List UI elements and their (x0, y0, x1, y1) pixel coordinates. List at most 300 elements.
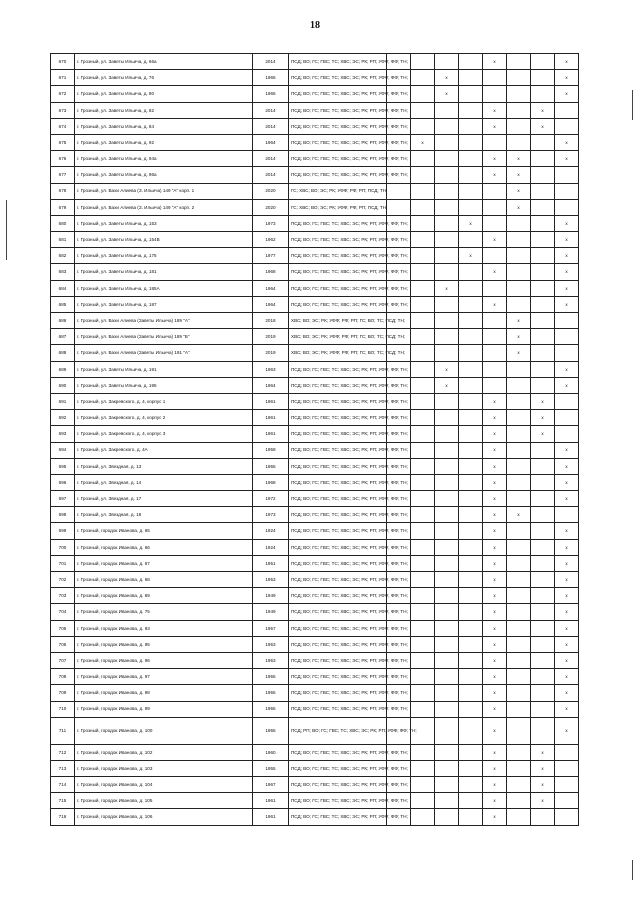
works-list-cell: ХВС; ВО; ЭС; РК; УФФ; РФ; РП; ГС; ВО; ТС; ПСД; ТН; (289, 329, 387, 345)
period-mark-cell (459, 652, 483, 668)
works-list-cell: ПСД; ВО; ГС; ГВС; ТС; ХВС; ЭС; РК; РП; УФФ; ФФ; ТН; (289, 167, 387, 183)
works-list-cell: ПСД; ВО; ГС; ГВС; ТС; ХВС; ЭС; РК; РП; УФФ; ФФ; ТН; (289, 572, 387, 588)
works-list-cell: ПСД; ВО; ГС; ГВС; ТС; ХВС; ЭС; РК; РП; УФФ; ФФ; ТН; (289, 588, 387, 604)
period-mark-cell (531, 361, 555, 377)
works-list-cell: ПСД; ВО; ГС; ГВС; ТС; ХВС; ЭС; РК; РП; УФФ; ФФ; ТН; (289, 793, 387, 809)
period-mark-cell (411, 426, 435, 442)
period-mark-cell (387, 183, 411, 199)
period-mark-cell (507, 458, 531, 474)
period-mark-cell (435, 329, 459, 345)
period-mark-cell (459, 604, 483, 620)
period-mark-cell (507, 652, 531, 668)
table-row (51, 793, 579, 809)
period-mark-cell (531, 491, 555, 507)
works-list-cell: ПСД; ВО; ГС; ГВС; ТС; ХВС; ЭС; РК; РП; УФФ; ФФ; ТН; (289, 636, 387, 652)
row-number-cell: 709 (51, 685, 75, 701)
year-cell: 1968 (253, 474, 289, 490)
period-mark-cell (531, 86, 555, 102)
period-mark-cell: x (555, 523, 579, 539)
period-mark-cell: x (555, 539, 579, 555)
year-cell: 1955 (253, 458, 289, 474)
period-mark-cell (555, 102, 579, 118)
works-list-cell: ПСД; РП; ВО; ГС; ГВС; ТС; ХВС; ЭС; РК; РП; УФФ; ФФ; ТН; (289, 717, 387, 744)
row-number-cell: 705 (51, 620, 75, 636)
period-mark-cell: x (483, 523, 507, 539)
registry-body (51, 54, 579, 826)
table-row (51, 134, 579, 150)
period-mark-cell: x (555, 588, 579, 604)
period-mark-cell: x (555, 652, 579, 668)
period-mark-cell (459, 280, 483, 296)
period-mark-cell (459, 760, 483, 776)
year-cell: 1961 (253, 393, 289, 409)
period-mark-cell (555, 760, 579, 776)
row-number-cell: 672 (51, 86, 75, 102)
period-mark-cell: x (531, 777, 555, 793)
works-list-cell: ХВС; ВО; ЭС; РК; УФФ; РФ; РП; ГС; ВО; ТС; ПСД; ТН; (289, 313, 387, 329)
period-mark-cell (507, 264, 531, 280)
period-mark-cell (483, 280, 507, 296)
works-list-cell: ПСД; ВО; ГС; ГВС; ТС; ХВС; ЭС; РК; РП; УФФ; ФФ; ТН; (289, 232, 387, 248)
period-mark-cell (459, 393, 483, 409)
address-cell: г. Грозный, ул. Заветы Ильича, д. 76 (75, 70, 253, 86)
period-mark-cell: x (483, 604, 507, 620)
period-mark-cell (435, 458, 459, 474)
period-mark-cell (411, 458, 435, 474)
period-mark-cell (459, 717, 483, 744)
address-cell: г. Грозный, ул. Заветы Ильича, д. 187 (75, 296, 253, 312)
period-mark-cell: x (555, 620, 579, 636)
period-mark-cell: x (483, 685, 507, 701)
row-number-cell: 684 (51, 280, 75, 296)
period-mark-cell: x (483, 572, 507, 588)
address-cell: г. Грозный, городок Иванова, д. 100 (75, 717, 253, 744)
table-row (51, 264, 579, 280)
works-list-cell: ПСД; ВО; ГС; ГВС; ТС; ХВС; ЭС; РК; РП; УФФ; ФФ; ТН; (289, 118, 387, 134)
period-mark-cell (459, 361, 483, 377)
period-mark-cell (531, 636, 555, 652)
table-row (51, 777, 579, 793)
period-mark-cell (459, 793, 483, 809)
period-mark-cell: x (483, 620, 507, 636)
row-number-cell: 716 (51, 809, 75, 825)
period-mark-cell: x (483, 442, 507, 458)
row-number-cell: 688 (51, 345, 75, 361)
period-mark-cell (507, 296, 531, 312)
period-mark-cell: x (483, 588, 507, 604)
year-cell: 1977 (253, 248, 289, 264)
row-number-cell: 692 (51, 410, 75, 426)
period-mark-cell: x (483, 151, 507, 167)
period-mark-cell (459, 809, 483, 825)
period-mark-cell (411, 760, 435, 776)
address-cell: г. Грозный, городок Иванова, д. 68 (75, 572, 253, 588)
period-mark-cell (531, 652, 555, 668)
period-mark-cell (411, 793, 435, 809)
address-cell: г. Грозный, городок Иванова, д. 97 (75, 669, 253, 685)
period-mark-cell (531, 572, 555, 588)
period-mark-cell (411, 491, 435, 507)
period-mark-cell (507, 760, 531, 776)
period-mark-cell (459, 507, 483, 523)
period-mark-cell (459, 474, 483, 490)
table-row (51, 539, 579, 555)
table-row (51, 183, 579, 199)
period-mark-cell (411, 70, 435, 86)
period-mark-cell: x (483, 669, 507, 685)
period-mark-cell (555, 199, 579, 215)
table-row (51, 636, 579, 652)
period-mark-cell: x (531, 426, 555, 442)
period-mark-cell (411, 588, 435, 604)
table-row (51, 744, 579, 760)
period-mark-cell (531, 809, 555, 825)
period-mark-cell (411, 539, 435, 555)
period-mark-cell (531, 280, 555, 296)
row-number-cell: 685 (51, 296, 75, 312)
address-cell: г. Грозный, ул. Вахи Алиева (Заветы Ильича) 191 "А" (75, 345, 253, 361)
period-mark-cell (531, 70, 555, 86)
year-cell: 1955 (253, 685, 289, 701)
row-number-cell: 700 (51, 539, 75, 555)
address-cell: г. Грозный, ул. Вахи Алиева (З. Ильича) 149 "А" корп. 1 (75, 183, 253, 199)
row-number-cell: 695 (51, 458, 75, 474)
table-row (51, 248, 579, 264)
address-cell: г. Грозный, городок Иванова, д. 65 (75, 523, 253, 539)
works-list-cell: ГС; ХВС; ВО; ЭС; РК; УФФ; РФ; РП; ПСД; ТН; (289, 199, 387, 215)
table-row (51, 760, 579, 776)
period-mark-cell (459, 685, 483, 701)
period-mark-cell: x (555, 377, 579, 393)
period-mark-cell (411, 199, 435, 215)
period-mark-cell: x (555, 701, 579, 717)
period-mark-cell (411, 296, 435, 312)
period-mark-cell (411, 442, 435, 458)
period-mark-cell (531, 313, 555, 329)
address-cell: г. Грозный, ул. Заветы Ильича, д. 82 (75, 102, 253, 118)
address-cell: г. Грозный, ул. Закревского, д. 4, корпус 2 (75, 410, 253, 426)
works-list-cell: ПСД; ВО; ГС; ГВС; ТС; ХВС; ЭС; РК; РП; УФФ; ФФ; ТН; (289, 102, 387, 118)
period-mark-cell (459, 183, 483, 199)
period-mark-cell (459, 167, 483, 183)
period-mark-cell (411, 701, 435, 717)
period-mark-cell (483, 361, 507, 377)
year-cell: 1951 (253, 555, 289, 571)
period-mark-cell (555, 809, 579, 825)
period-mark-cell: x (483, 393, 507, 409)
period-mark-cell: x (507, 167, 531, 183)
period-mark-cell (435, 555, 459, 571)
year-cell: 1949 (253, 588, 289, 604)
row-number-cell: 674 (51, 118, 75, 134)
period-mark-cell (459, 102, 483, 118)
period-mark-cell (507, 102, 531, 118)
row-number-cell: 708 (51, 669, 75, 685)
row-number-cell: 703 (51, 588, 75, 604)
row-number-cell: 671 (51, 70, 75, 86)
table-row (51, 426, 579, 442)
table-row (51, 232, 579, 248)
year-cell: 1964 (253, 377, 289, 393)
period-mark-cell (531, 54, 555, 70)
address-cell: г. Грозный, городок Иванова, д. 106 (75, 809, 253, 825)
address-cell: г. Грозный, ул. Заветы Ильича, д. 84 (75, 118, 253, 134)
period-mark-cell (459, 199, 483, 215)
period-mark-cell (435, 669, 459, 685)
address-cell: г. Грозный, ул. Звездная, д. 17 (75, 491, 253, 507)
period-mark-cell: x (483, 296, 507, 312)
works-list-cell: ПСД; ВО; ГС; ГВС; ТС; ХВС; ЭС; РК; РП; УФФ; ФФ; ТН; (289, 474, 387, 490)
address-cell: г. Грозный, городок Иванова, д. 104 (75, 777, 253, 793)
period-mark-cell (531, 442, 555, 458)
year-cell: 1959 (253, 442, 289, 458)
period-mark-cell (411, 361, 435, 377)
works-list-cell: ПСД; ВО; ГС; ГВС; ТС; ХВС; ЭС; РК; РП; УФФ; ФФ; ТН; (289, 215, 387, 231)
period-mark-cell: x (531, 793, 555, 809)
period-mark-cell (483, 199, 507, 215)
period-mark-cell (411, 264, 435, 280)
row-number-cell: 698 (51, 507, 75, 523)
works-list-cell: ПСД; ВО; ГС; ГВС; ТС; ХВС; ЭС; РК; РП; УФФ; ФФ; ТН; (289, 426, 387, 442)
address-cell: г. Грозный, ул. Заветы Ильича, д. 181 (75, 264, 253, 280)
period-mark-cell: x (555, 474, 579, 490)
table-row (51, 701, 579, 717)
period-mark-cell (531, 555, 555, 571)
period-mark-cell (411, 809, 435, 825)
period-mark-cell: x (555, 248, 579, 264)
row-number-cell: 710 (51, 701, 75, 717)
year-cell: 1953 (253, 652, 289, 668)
period-mark-cell (507, 491, 531, 507)
year-cell: 1960 (253, 744, 289, 760)
period-mark-cell: x (411, 134, 435, 150)
period-mark-cell (507, 793, 531, 809)
row-number-cell: 683 (51, 264, 75, 280)
table-row (51, 669, 579, 685)
period-mark-cell (411, 744, 435, 760)
works-list-cell: ПСД; ВО; ГС; ГВС; ТС; ХВС; ЭС; РК; РП; УФФ; ФФ; ТН; (289, 539, 387, 555)
period-mark-cell (435, 248, 459, 264)
address-cell: г. Грозный, ул. Заветы Ильича, д. 66а (75, 54, 253, 70)
period-mark-cell: x (435, 86, 459, 102)
period-mark-cell (555, 329, 579, 345)
period-mark-cell (507, 539, 531, 555)
address-cell: г. Грозный, ул. Заветы Ильича, д. 80 (75, 86, 253, 102)
period-mark-cell (435, 313, 459, 329)
period-mark-cell (555, 313, 579, 329)
period-mark-cell: x (483, 54, 507, 70)
period-mark-cell: x (483, 507, 507, 523)
period-mark-cell (435, 652, 459, 668)
period-mark-cell (531, 539, 555, 555)
year-cell: 1924 (253, 539, 289, 555)
period-mark-cell (483, 248, 507, 264)
period-mark-cell (483, 70, 507, 86)
year-cell: 1968 (253, 264, 289, 280)
period-mark-cell: x (555, 717, 579, 744)
period-mark-cell: x (483, 793, 507, 809)
period-mark-cell (483, 215, 507, 231)
period-mark-cell (459, 572, 483, 588)
period-mark-cell (507, 669, 531, 685)
year-cell: 2019 (253, 329, 289, 345)
works-list-cell: ПСД; ВО; ГС; ГВС; ТС; ХВС; ЭС; РК; РП; УФФ; ФФ; ТН; (289, 280, 387, 296)
period-mark-cell: x (483, 555, 507, 571)
period-mark-cell (435, 410, 459, 426)
period-mark-cell (411, 102, 435, 118)
period-mark-cell: x (459, 215, 483, 231)
period-mark-cell (459, 377, 483, 393)
address-cell: г. Грозный, городок Иванова, д. 75 (75, 604, 253, 620)
period-mark-cell (411, 167, 435, 183)
period-mark-cell (531, 264, 555, 280)
period-mark-cell (507, 118, 531, 134)
works-list-cell: ПСД; ВО; ГС; ГВС; ТС; ХВС; ЭС; РК; РП; УФФ; ФФ; ТН; (289, 491, 387, 507)
period-mark-cell (435, 760, 459, 776)
works-list-cell: ПСД; ВО; ГС; ГВС; ТС; ХВС; ЭС; РК; РП; УФФ; ФФ; ТН; (289, 669, 387, 685)
table-row (51, 507, 579, 523)
table-row (51, 458, 579, 474)
period-mark-cell (411, 54, 435, 70)
period-mark-cell (507, 523, 531, 539)
period-mark-cell (459, 458, 483, 474)
period-mark-cell (459, 118, 483, 134)
period-mark-cell (483, 183, 507, 199)
margin-mark-left (6, 200, 7, 260)
period-mark-cell (555, 345, 579, 361)
works-list-cell: ПСД; ВО; ГС; ГВС; ТС; ХВС; ЭС; РК; РП; УФФ; ФФ; ТН; (289, 760, 387, 776)
works-list-cell: ПСД; ВО; ГС; ГВС; ТС; ХВС; ЭС; РК; РП; УФФ; ФФ; ТН; (289, 555, 387, 571)
period-mark-cell: x (555, 604, 579, 620)
row-number-cell: 707 (51, 652, 75, 668)
period-mark-cell: x (531, 410, 555, 426)
works-list-cell: ПСД; ВО; ГС; ГВС; ТС; ХВС; ЭС; РК; РП; УФФ; ФФ; ТН; (289, 442, 387, 458)
address-cell: г. Грозный, городок Иванова, д. 105 (75, 793, 253, 809)
period-mark-cell (555, 167, 579, 183)
period-mark-cell (435, 167, 459, 183)
period-mark-cell: x (555, 54, 579, 70)
address-cell: г. Грозный, городок Иванова, д. 96 (75, 652, 253, 668)
period-mark-cell (459, 345, 483, 361)
row-number-cell: 694 (51, 442, 75, 458)
period-mark-cell (411, 685, 435, 701)
period-mark-cell (459, 636, 483, 652)
year-cell: 1961 (253, 426, 289, 442)
period-mark-cell (459, 523, 483, 539)
period-mark-cell: x (507, 183, 531, 199)
address-cell: г. Грозный, городок Иванова, д. 102 (75, 744, 253, 760)
year-cell: 1961 (253, 793, 289, 809)
table-row (51, 474, 579, 490)
page-number: 18 (310, 20, 320, 31)
period-mark-cell (387, 199, 411, 215)
period-mark-cell: x (483, 652, 507, 668)
period-mark-cell (411, 604, 435, 620)
address-cell: г. Грозный, ул. Заветы Ильича, д. 191 (75, 361, 253, 377)
table-row (51, 572, 579, 588)
address-cell: г. Грозный, ул. Вахи Алиева (Заветы Ильича) 189 "Б" (75, 329, 253, 345)
period-mark-cell (459, 70, 483, 86)
period-mark-cell: x (459, 248, 483, 264)
works-list-cell: ХВС; ВО; ЭС; РК; УФФ; РФ; РП; ГС; ВО; ТС; ПСД; ТН; (289, 345, 387, 361)
period-mark-cell (411, 183, 435, 199)
period-mark-cell (507, 215, 531, 231)
works-list-cell: ПСД; ВО; ГС; ГВС; ТС; ХВС; ЭС; РК; РП; УФФ; ФФ; ТН; (289, 377, 387, 393)
year-cell: 1953 (253, 636, 289, 652)
period-mark-cell: x (483, 636, 507, 652)
row-number-cell: 711 (51, 717, 75, 744)
row-number-cell: 678 (51, 183, 75, 199)
period-mark-cell (507, 410, 531, 426)
address-cell: г. Грозный, ул. Звездная, д. 13 (75, 458, 253, 474)
period-mark-cell (531, 669, 555, 685)
period-mark-cell (459, 588, 483, 604)
row-number-cell: 682 (51, 248, 75, 264)
year-cell: 1964 (253, 296, 289, 312)
period-mark-cell (483, 86, 507, 102)
period-mark-cell: x (531, 744, 555, 760)
period-mark-cell: x (555, 572, 579, 588)
period-mark-cell (411, 118, 435, 134)
year-cell: 1964 (253, 280, 289, 296)
period-mark-cell (459, 296, 483, 312)
period-mark-cell (531, 248, 555, 264)
period-mark-cell: x (555, 555, 579, 571)
period-mark-cell: x (483, 760, 507, 776)
period-mark-cell (411, 151, 435, 167)
period-mark-cell: x (555, 491, 579, 507)
period-mark-cell (435, 588, 459, 604)
period-mark-cell (435, 604, 459, 620)
table-row (51, 199, 579, 215)
period-mark-cell (435, 491, 459, 507)
period-mark-cell (459, 426, 483, 442)
year-cell: 1973 (253, 507, 289, 523)
period-mark-cell (459, 555, 483, 571)
period-mark-cell (411, 777, 435, 793)
period-mark-cell (411, 620, 435, 636)
period-mark-cell: x (555, 70, 579, 86)
row-number-cell: 687 (51, 329, 75, 345)
period-mark-cell: x (483, 426, 507, 442)
table-row (51, 151, 579, 167)
address-cell: г. Грозный, ул. Вахи Алиева (З. Ильича) 149 "А" корп. 2 (75, 199, 253, 215)
row-number-cell: 676 (51, 151, 75, 167)
works-list-cell: ПСД; ВО; ГС; ГВС; ТС; ХВС; ЭС; РК; РП; УФФ; ФФ; ТН; (289, 458, 387, 474)
period-mark-cell (507, 744, 531, 760)
year-cell: 1972 (253, 491, 289, 507)
period-mark-cell (411, 86, 435, 102)
period-mark-cell (555, 410, 579, 426)
period-mark-cell (435, 118, 459, 134)
period-mark-cell (411, 474, 435, 490)
period-mark-cell (555, 426, 579, 442)
period-mark-cell (411, 652, 435, 668)
period-mark-cell (435, 474, 459, 490)
year-cell: 1961 (253, 809, 289, 825)
year-cell: 1962 (253, 232, 289, 248)
period-mark-cell (507, 134, 531, 150)
address-cell: г. Грозный, городок Иванова, д. 66 (75, 539, 253, 555)
period-mark-cell: x (555, 636, 579, 652)
period-mark-cell (459, 744, 483, 760)
year-cell: 2020 (253, 183, 289, 199)
period-mark-cell (435, 744, 459, 760)
period-mark-cell (411, 377, 435, 393)
period-mark-cell (555, 393, 579, 409)
period-mark-cell (411, 507, 435, 523)
year-cell: 1965 (253, 70, 289, 86)
